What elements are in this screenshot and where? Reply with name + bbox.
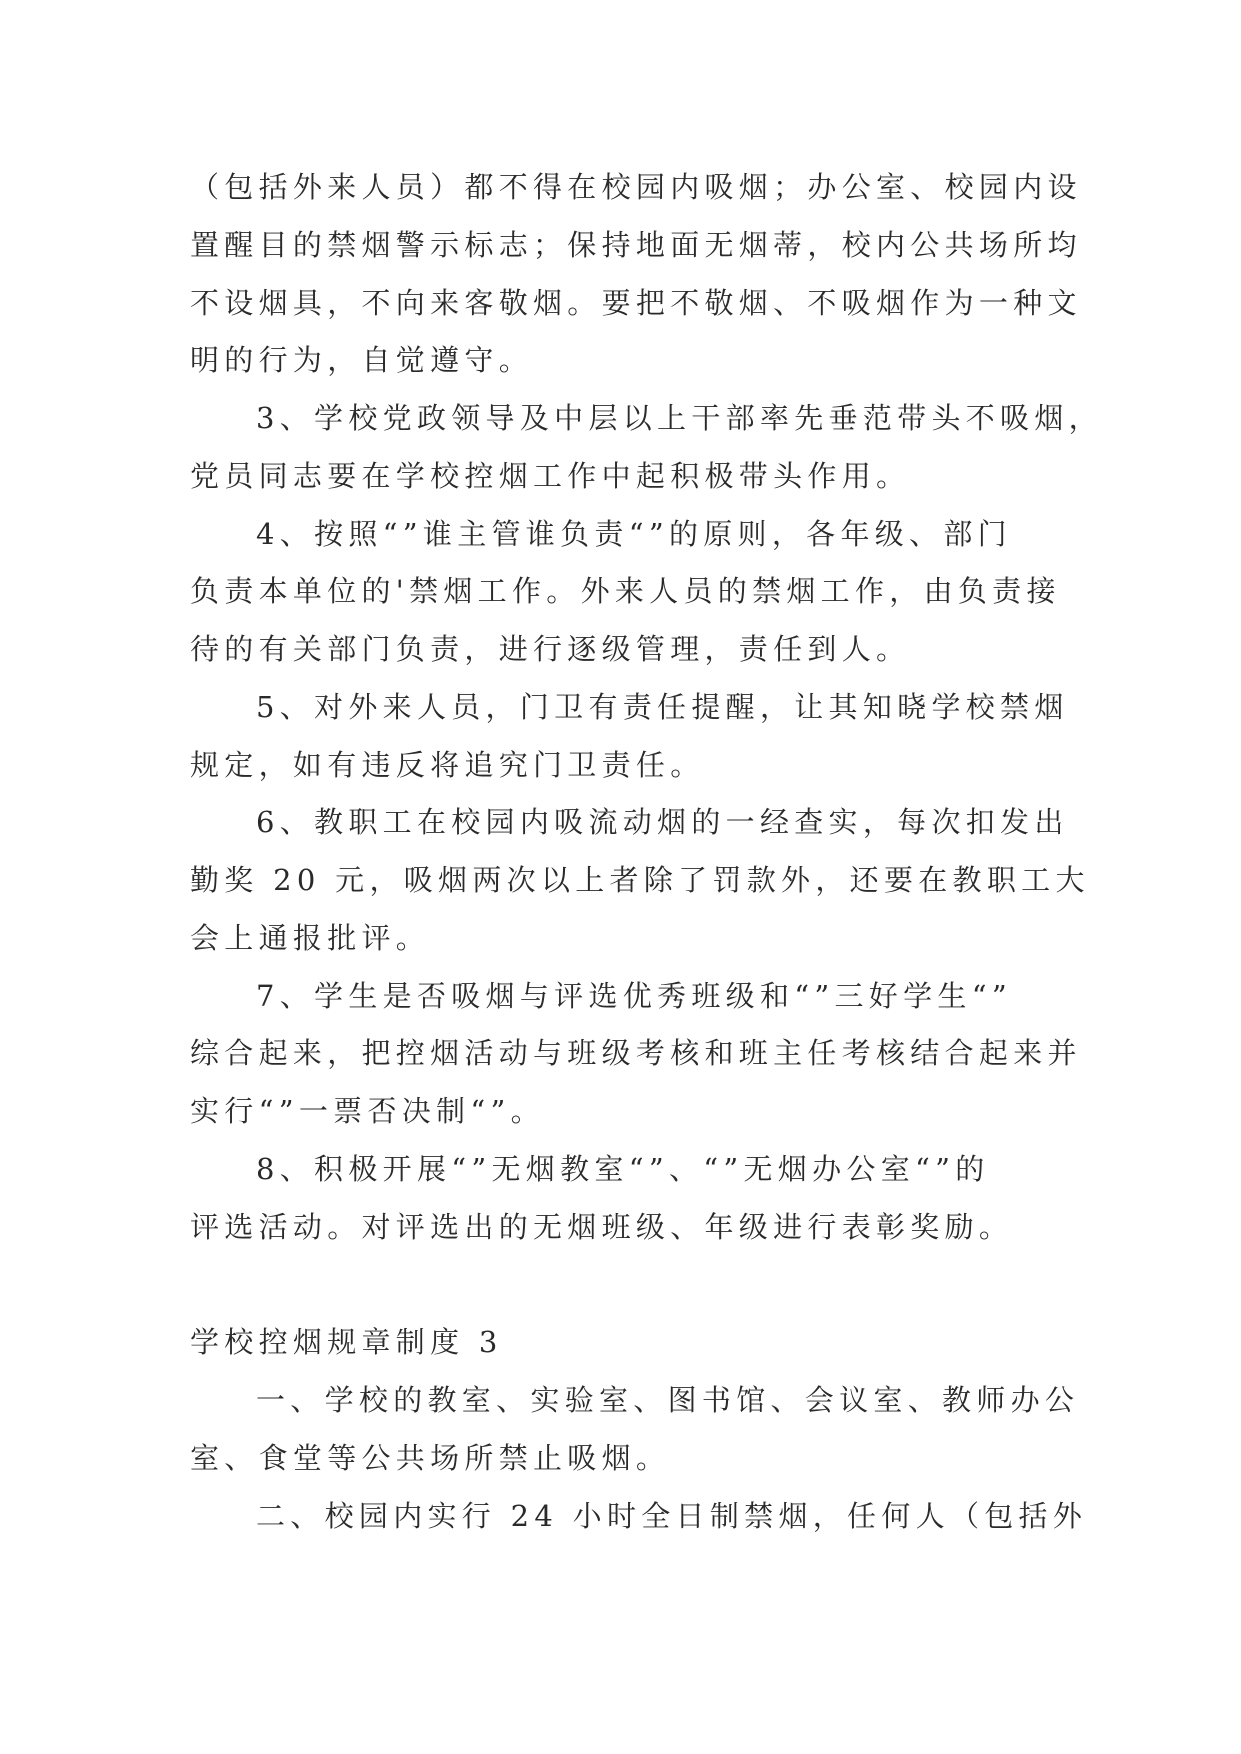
paragraph-line-item-4: 4、按照“”谁主管谁负责“”的原则，各年级、部门: [256, 517, 1012, 551]
paragraph-line-item-6: 6、教职工在校园内吸流动烟的一经查实，每次扣发出: [256, 805, 1069, 839]
paragraph-line: 不设烟具，不向来客敬烟。要把不敬烟、不吸烟作为一种文: [190, 286, 1082, 320]
paragraph-line-item-8: 8、积极开展“”无烟教室“”、“”无烟办公室“”的: [256, 1152, 990, 1186]
paragraph-line: 评选活动。对评选出的无烟班级、年级进行表彰奖励。: [190, 1210, 1014, 1244]
paragraph-line: 负责本单位的'禁烟工作。外来人员的禁烟工作，由负责接: [190, 574, 1061, 608]
paragraph-line: 会上通报批评。: [190, 921, 431, 955]
paragraph-line: 待的有关部门负责，进行逐级管理，责任到人。: [190, 632, 911, 666]
paragraph-line: 实行“”一票否决制“”。: [190, 1094, 545, 1128]
paragraph-line-item-7: 7、学生是否吸烟与评选优秀班级和“”三好学生“”: [256, 979, 1012, 1013]
section-title: 学校控烟规章制度 3: [190, 1325, 503, 1359]
paragraph-line: 置醒目的禁烟警示标志；保持地面无烟蒂，校内公共场所均: [190, 228, 1082, 262]
paragraph-line-item-3: 3、学校党政领导及中层以上干部率先垂范带头不吸烟，: [256, 401, 1103, 435]
paragraph-line: 综合起来，把控烟活动与班级考核和班主任考核结合起来并: [190, 1036, 1082, 1070]
paragraph-line: 勤奖 20 元，吸烟两次以上者除了罚款外，还要在教职工大: [190, 863, 1090, 897]
paragraph-line: （包括外来人员）都不得在校园内吸烟；办公室、校园内设: [190, 170, 1082, 204]
paragraph-line: 党员同志要在学校控烟工作中起积极带头作用。: [190, 459, 911, 493]
paragraph-line-item-two: 二、校园内实行 24 小时全日制禁烟，任何人（包括外: [256, 1499, 1088, 1533]
paragraph-line-item-5: 5、对外来人员，门卫有责任提醒，让其知晓学校禁烟: [256, 690, 1069, 724]
paragraph-line: 规定，如有违反将追究门卫责任。: [190, 748, 705, 782]
paragraph-line: 明的行为，自觉遵守。: [190, 343, 534, 377]
paragraph-line: 室、食堂等公共场所禁止吸烟。: [190, 1441, 671, 1475]
paragraph-line-item-one: 一、学校的教室、实验室、图书馆、会议室、教师办公: [256, 1383, 1080, 1417]
